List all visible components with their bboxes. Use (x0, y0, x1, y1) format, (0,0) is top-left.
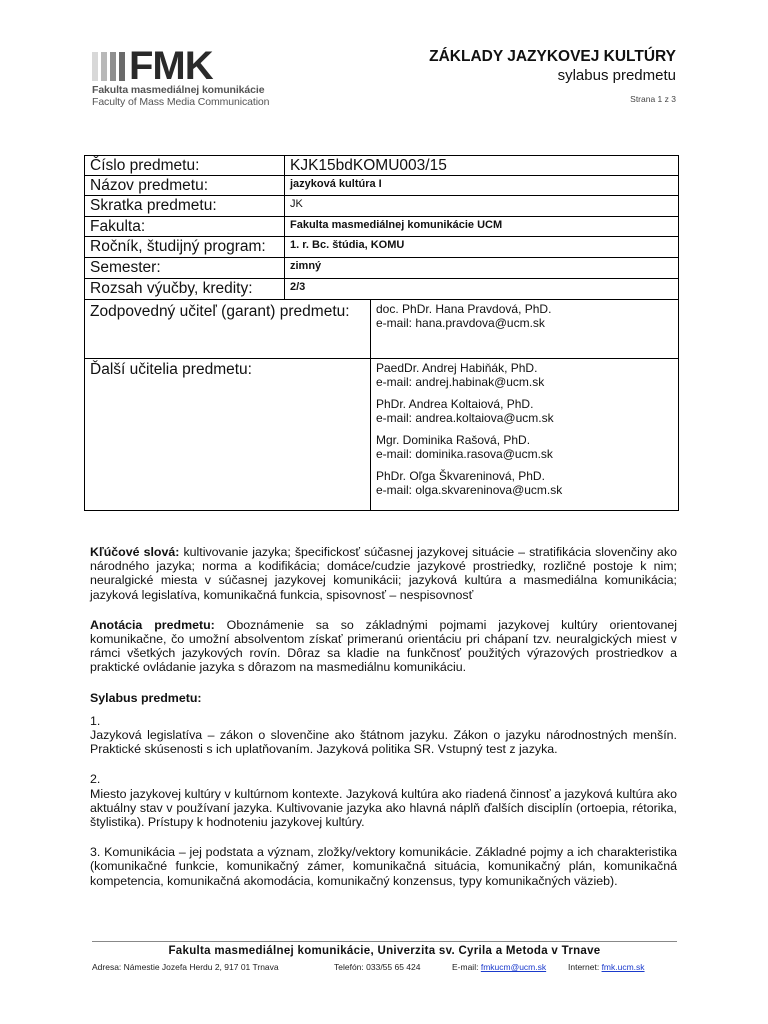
guarantor-email: e-mail: hana.pravdova@ucm.sk (376, 316, 545, 330)
document-title: ZÁKLADY JAZYKOVEJ KULTÚRY (429, 48, 676, 65)
footer-email (452, 962, 546, 972)
syllabus-item (90, 845, 677, 888)
syllabus-item (90, 772, 677, 829)
footer-phone: Telefón: 033/55 65 424 (334, 962, 421, 972)
footer-divider (92, 941, 677, 942)
course-name-value: jazyková kultúra I (285, 176, 679, 196)
row-label: Rozsah výučby, kredity: (85, 279, 285, 300)
faculty-value: Fakulta masmediálnej komunikácie UCM (285, 217, 679, 237)
teacher-name: PhDr. Oľga Škvareninová, PhD. (376, 469, 545, 483)
teacher-entry (376, 469, 678, 497)
course-info-table (84, 155, 679, 511)
syllabus-item-text: Miesto jazykovej kultúry v kultúrnom kontexte. Jazyková kultúra ako riadená činnosť a jazyková kultúra ako aktuálny stav v používaní jazyka. Kultivovanie jazyka ako hlavná náplň ďalších disciplín (ortoepia, rétorika, štylistika). Prístupy k hodnoteniu jazykovej kultúry. (90, 786, 677, 830)
teacher-email: e-mail: dominika.rasova@ucm.sk (376, 447, 553, 461)
row-label: Skratka predmetu: (85, 196, 285, 217)
logo-subtitle-sk: Fakulta masmediálnej komunikácie (92, 84, 265, 96)
table-row (85, 237, 679, 258)
document-subtitle: sylabus predmetu (557, 67, 676, 84)
course-abbreviation-value: JK (285, 196, 679, 217)
annotation-text: Oboznámenie sa so základnými pojmami jazykovej kultúry orientovanej komunikačne, čo umožní absolventom získať primeranú orientáciu pri chápaní tzv. neuralgických miest v rámci všetkých jazykových rovín. Dôraz sa kladie na funkčnosť použitých výrazových prostriedkov a praktické ovládanie jazyka s dôrazom na masmediálnu komunikáciu. (90, 617, 677, 675)
syllabus-item (90, 714, 677, 757)
footer-email-label: E-mail: (452, 962, 479, 972)
study-program-value: 1. r. Bc. štúdia, KOMU (285, 237, 679, 258)
semester-value: zimný (285, 258, 679, 279)
logo-wordmark: FMK (129, 44, 213, 88)
footer-title: Fakulta masmediálnej komunikácie, Univerzita sv. Cyrila a Metoda v Trnave (168, 945, 601, 957)
syllabus-heading (90, 691, 677, 705)
logo-bar (119, 52, 125, 81)
document-header (429, 48, 676, 104)
logo-bars-icon (92, 52, 125, 81)
table-row (85, 196, 679, 217)
teacher-name: PaedDr. Andrej Habiňák, PhD. (376, 361, 538, 375)
footer-address: Adresa: Námestie Jozefa Herdu 2, 917 01 Trnava (92, 962, 279, 972)
document-body (90, 545, 677, 900)
logo-bar (110, 52, 116, 81)
teacher-entry (376, 361, 678, 389)
keywords-label: Kľúčové slová: (90, 545, 180, 559)
teacher-email: e-mail: andrej.habinak@ucm.sk (376, 375, 545, 389)
footer-web (568, 962, 645, 972)
syllabus-item-text: Jazyková legislatíva – zákon o slovenčine ako štátnom jazyku. Zákon o jazyku národnostných menšín. Praktické skúsenosti s ich uplatňovaním. Jazyková politika SR. Vstupný test z jazyka. (90, 728, 677, 757)
teacher-entry (376, 397, 678, 425)
fmk-logo (92, 44, 270, 108)
other-teachers-label: Ďalší učitelia predmetu: (85, 359, 371, 511)
keywords-text: kultivovanie jazyka; špecifickosť súčasnej jazykovej situácie – stratifikácia slovenčiny ako národného jazyka; norma a kodifikácia; domáce/cudzie jazykové prostriedky, rozličné postoje k nim; neuralgické miesta v súčasnej jazykovej komunikácii; jazyková kultúra a masmediálna komunikácia; jazyková legislatíva, komunikačná funkcia, spisovnosť – nespisovnosť (90, 545, 677, 602)
page-indicator: Strana 1 z 3 (630, 94, 676, 104)
syllabus-item-number: 2. (90, 772, 101, 787)
table-row (85, 300, 679, 359)
guarantor-label: Zodpovedný učiteľ (garant) predmetu: (85, 300, 371, 359)
keywords-paragraph (90, 545, 677, 602)
teacher-email: e-mail: andrea.koltaiova@ucm.sk (376, 411, 554, 425)
logo-bar (101, 52, 107, 81)
syllabus-label: Sylabus predmetu: (90, 690, 202, 705)
teacher-name: PhDr. Andrea Koltaiová, PhD. (376, 397, 534, 411)
table-row (85, 258, 679, 279)
other-teachers-cell (371, 359, 679, 511)
row-label: Číslo predmetu: (85, 156, 285, 176)
row-label: Ročník, študijný program: (85, 237, 285, 258)
table-row (85, 217, 679, 237)
course-number-value: KJK15bdKOMU003/15 (285, 156, 679, 176)
teacher-entry (376, 433, 678, 461)
row-label: Semester: (85, 258, 285, 279)
table-row (85, 279, 679, 300)
row-label: Fakulta: (85, 217, 285, 237)
footer-web-link[interactable]: fmk.ucm.sk (601, 962, 645, 972)
table-row (85, 359, 679, 511)
table-row (85, 176, 679, 196)
logo-subtitle-en: Faculty of Mass Media Communication (92, 96, 270, 108)
footer-email-link[interactable]: fmkucm@ucm.sk (480, 962, 547, 972)
teacher-name: Mgr. Dominika Rašová, PhD. (376, 433, 531, 447)
syllabus-item-text: 3. Komunikácia – jej podstata a význam, zložky/vektory komunikácie. Základné pojmy a ich charakteristika (komunikačné funkcie, komunikačný zámer, komunikačná situácia, komunikačný plán, komunikačná kompetencia, komunikačná akomodácia, komunikačný konzensus, typy komunikačných väzieb). (90, 845, 677, 888)
syllabus-item-number: 1. (90, 713, 101, 728)
footer-web-label: Internet: (568, 962, 600, 972)
row-label: Názov predmetu: (85, 176, 285, 196)
annotation-label: Anotácia predmetu: (90, 617, 215, 632)
credits-value: 2/3 (285, 279, 679, 300)
logo-bar (92, 52, 98, 81)
teacher-email: e-mail: olga.skvareninova@ucm.sk (376, 483, 563, 497)
guarantor-cell (371, 300, 679, 359)
table-row (85, 156, 679, 176)
annotation-paragraph (90, 618, 677, 675)
guarantor-name: doc. PhDr. Hana Pravdová, PhD. (376, 302, 552, 316)
